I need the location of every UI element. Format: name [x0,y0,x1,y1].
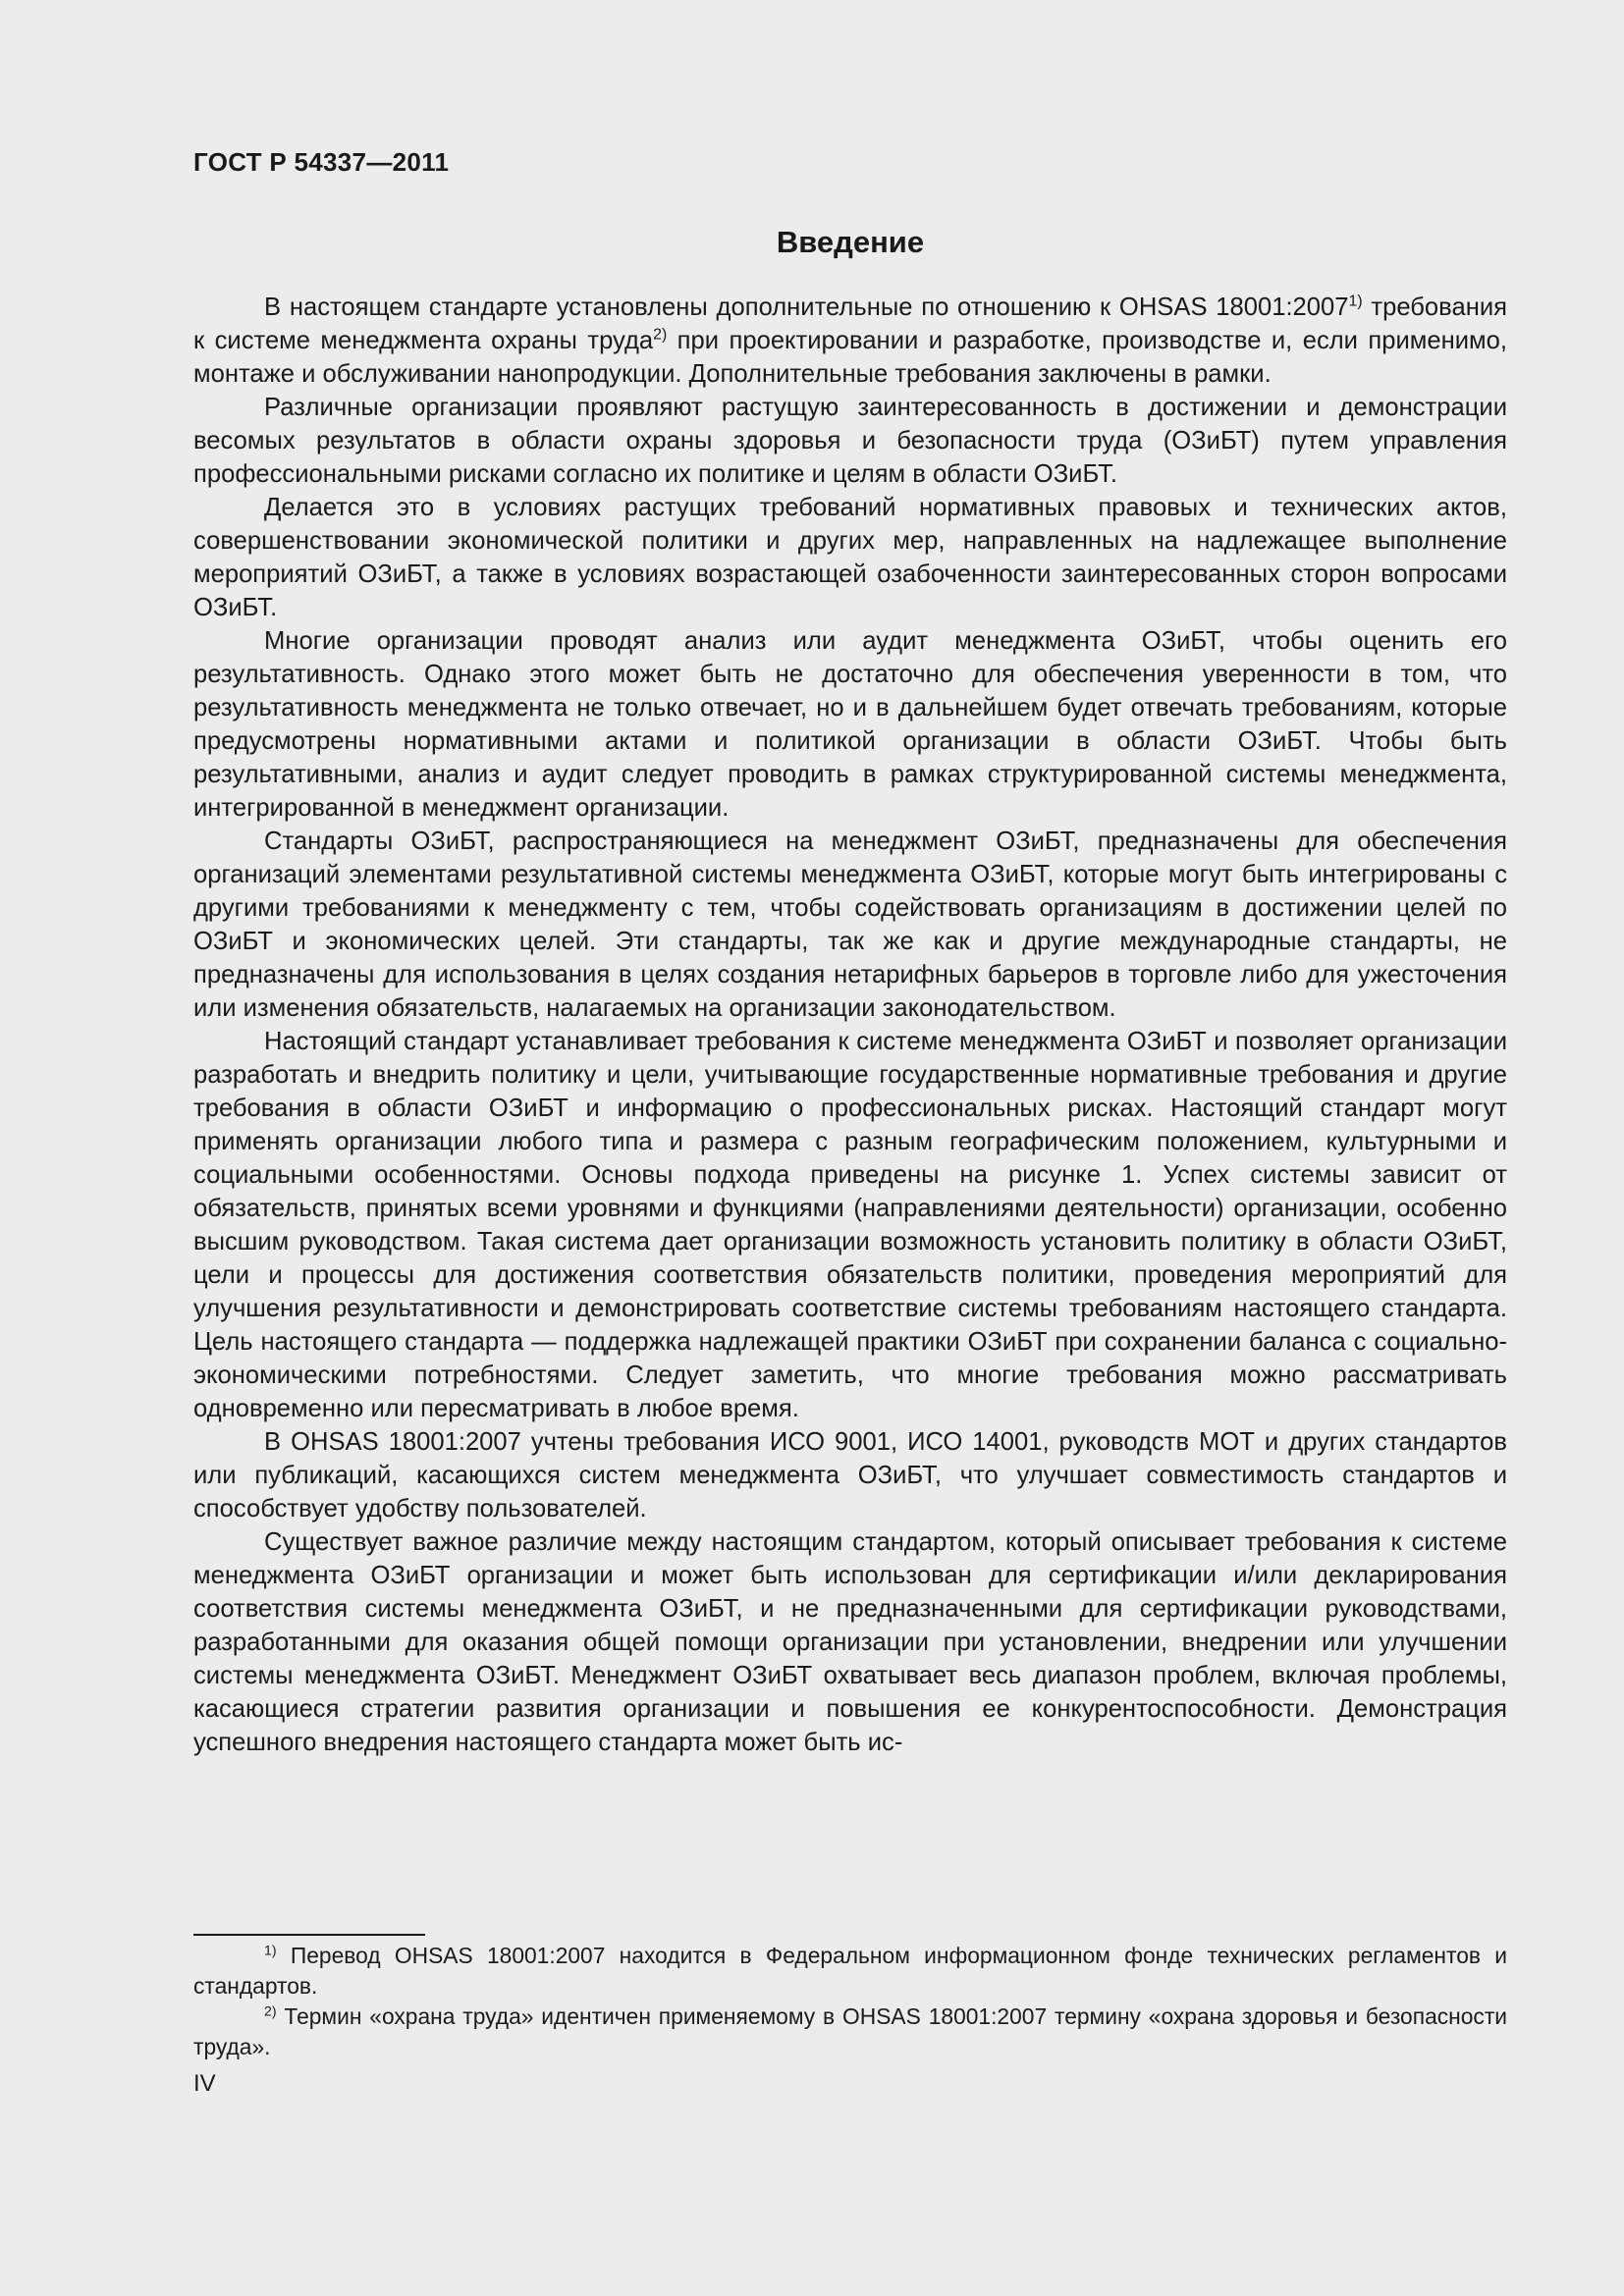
footnote-text: Перевод OHSAS 18001:2007 находится в Федеральном информационном фонде технических регламентов и стандартов. [193,1943,1507,1999]
paragraph-text: Различные организации проявляют растущую заинтересованность в достижении и демонстрации весомых результатов в области охраны здоровья и безопасности труда (ОЗиБТ) путем управления профессиональными рисками согласно их политике и целям в области ОЗиБТ. [193,394,1507,488]
paragraph-text: Многие организации проводят анализ или аудит менеджмента ОЗиБТ, чтобы оценить его результативность. Однако этого может быть не достаточно для обеспечения уверенности в том, что результативность менеджмента не только отвечает, но и в дальнейшем будет отвечать требованиям, которые предусмотрены нормативными актами и политикой организации в области ОЗиБТ. Чтобы быть результативными, анализ и аудит следует проводить в рамках структурированной системы менеджмента, интегрированной в менеджмент организации. [193,627,1507,822]
footnote-reference: 2) [653,326,668,344]
paragraph-text: В настоящем стандарте установлены дополнительные по отношению к OHSAS 18001:2007 [264,294,1349,321]
footnote [193,1941,1507,2002]
paragraph-text: Настоящий стандарт устанавливает требования к системе менеджмента ОЗиБТ и позволяет организации разработать и внедрить политику и цели, учитывающие государственные нормативные требования и другие требования в области ОЗиБТ и информацию о профессиональных рисках. Настоящий стандарт могут применять организации любого типа и размера с разным географическим положением, культурными и социальными особенностями. Основы подхода приведены на рисунке 1. Успех системы зависит от обязательств, принятых всеми уровнями и функциями (направлениями деятельности) организации, особенно высшим руководством. Такая система дает организации возможность установить политику в области ОЗиБТ, цели и процессы для достижения соответствия обязательств политики, проведения мероприятий для улучшения результативности и демонстрировать соответствие системы требованиям настоящего стандарта. Цель настоящего стандарта — поддержка надлежащей практики ОЗиБТ при сохранении баланса с социально-экономическими потребностями. Следует заметить, что многие требования можно рассматривать одновременно или пересматривать в любое время. [193,1028,1507,1422]
footnotes [193,1941,1507,2062]
footnote-separator [193,1934,425,1936]
footnote [193,2002,1507,2062]
paragraph-text: В OHSAS 18001:2007 учтены требования ИСО 9001, ИСО 14001, руководств МОТ и других стандартов или публикаций, касающихся систем менеджмента ОЗиБТ, что улучшает совместимость стандартов и способствует удобству пользователей. [193,1428,1507,1522]
page-number: IV [193,2070,216,2097]
paragraph [193,1525,1507,1759]
paragraph-text: Делается это в условиях растущих требований нормативных правовых и технических актов, совершенствовании экономической политики и других мер, направленных на надлежащее выполнение мероприятий ОЗиБТ, а также в условиях возрастающей озабоченности заинтересованных сторон вопросами ОЗиБТ. [193,494,1507,621]
paragraph [193,491,1507,624]
document-header: ГОСТ Р 54337—2011 [193,147,450,177]
paragraph-text: Стандарты ОЗиБТ, распространяющиеся на менеджмент ОЗиБТ, предназначены для обеспечения организаций элементами результативной системы менеджмента ОЗиБТ, которые могут быть интегрированы с другими требованиями к менеджменту с тем, чтобы содействовать организациям в достижении целей по ОЗиБТ и экономических целей. Эти стандарты, так же как и другие международные стандарты, не предназначены для использования в целях создания нетарифных барьеров в торговле либо для ужесточения или изменения обязательств, налагаемых на организации законодательством. [193,828,1507,1022]
paragraph-text: Существует важное различие между настоящим стандартом, который описывает требования к системе менеджмента ОЗиБТ организации и может быть использован для сертификации и/или декларирования соответствия системы менеджмента ОЗиБТ, и не предназначенными для сертификации руководствами, разработанными для оказания общей помощи организации при установлении, внедрении или улучшении системы менеджмента ОЗиБТ. Менеджмент ОЗиБТ охватывает весь диапазон проблем, включая проблемы, касающиеся стратегии развития организации и повышения ее конкурентоспособности. Демонстрация успешного внедрения настоящего стандарта может быть ис- [193,1528,1507,1756]
footnote-marker: 2) [264,2002,277,2019]
paragraph [193,1025,1507,1425]
paragraph-text: при проектировании и разработке, производстве и, если применимо, монтаже и обслуживании нанопродукции. Дополнительные требования заключены в рамки. [193,327,1507,388]
paragraph-text: требования к системе менеджмента охраны труда [193,294,1507,354]
footnote-text: Термин «охрана труда» идентичен применяемому в OHSAS 18001:2007 термину «охрана здоровья и безопасности труда». [193,2003,1507,2059]
body-text [193,291,1507,1759]
paragraph [193,624,1507,825]
footnote-marker: 1) [264,1942,277,1958]
paragraph [193,1425,1507,1525]
paragraph [193,291,1507,391]
footnote-reference: 1) [1348,293,1363,310]
section-title: Введение [776,225,925,259]
paragraph [193,825,1507,1025]
paragraph [193,391,1507,491]
